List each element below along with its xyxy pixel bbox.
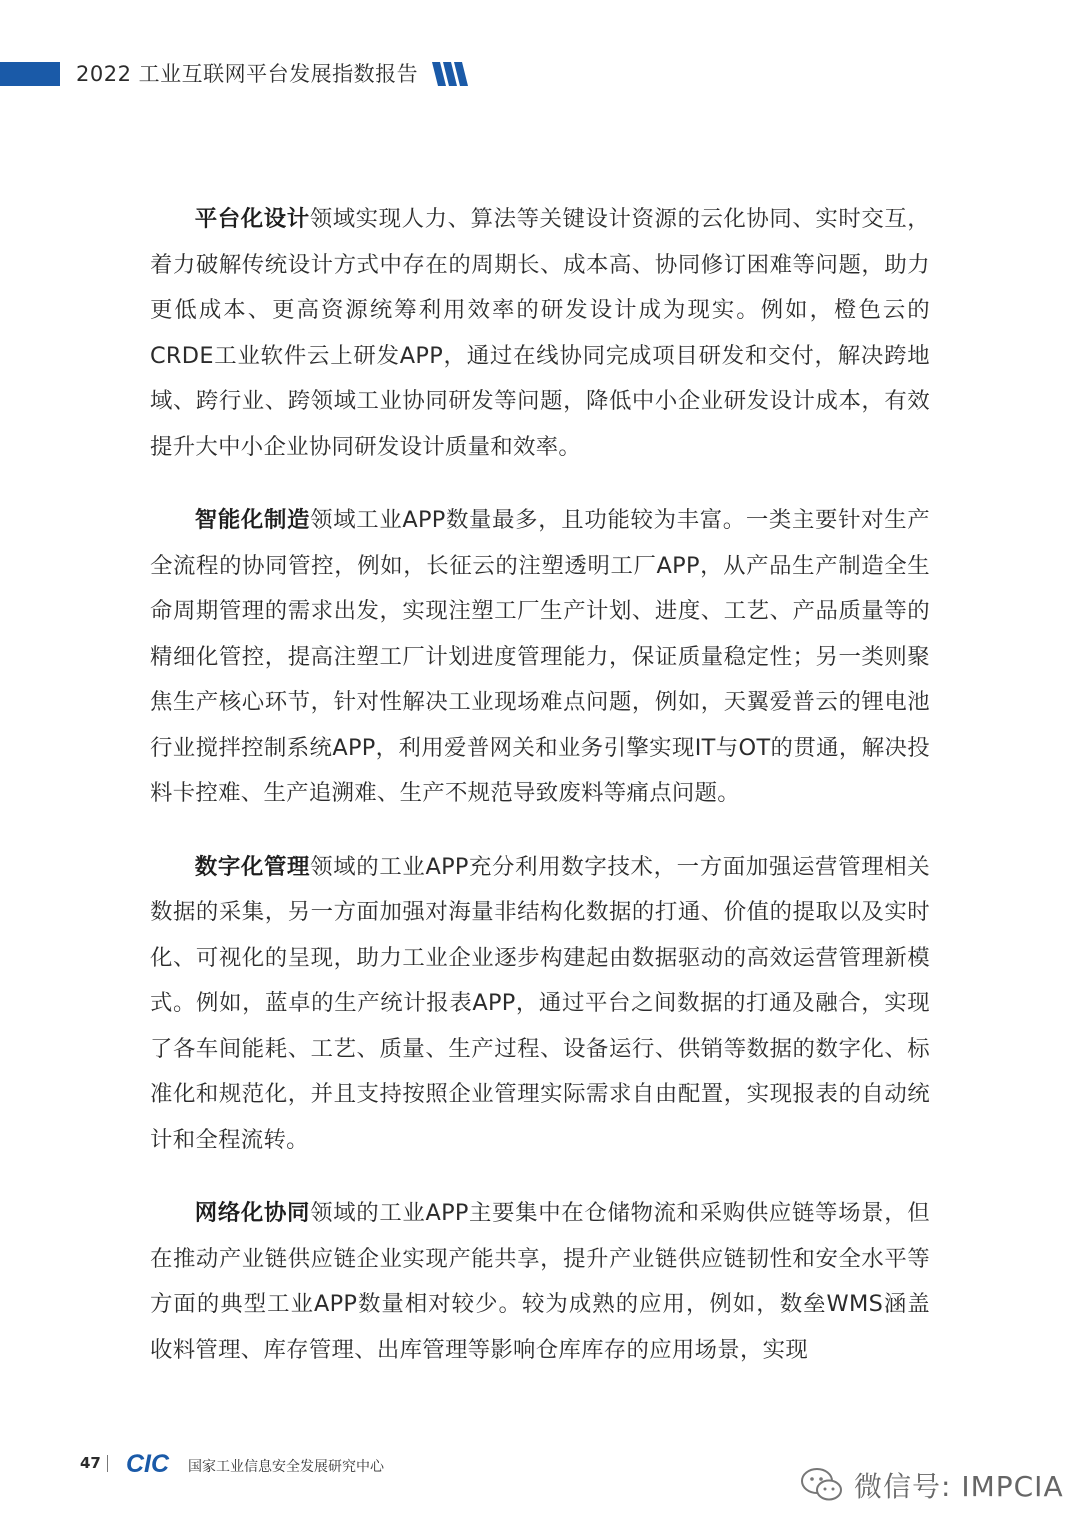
header-stripes-icon — [432, 62, 468, 86]
paragraph-keyword: 平台化设计 — [194, 206, 310, 232]
body-text — [150, 197, 930, 1373]
org-name: 国家工业信息安全发展研究中心 — [188, 1459, 384, 1475]
paragraph-keyword: 智能化制造 — [194, 507, 311, 533]
paragraph-text: 领域实现人力、算法等关键设计资源的云化协同、实时交互，着力破解传统设计方式中存在的周期长、成本高、协同修订困难等问题，助力更低成本、更高资源统筹利用效率的研发设计成为现实。例如，橙色云的CRDE工业软件云上研发APP，通过在线协同完成项目研发和交付，解决跨地域、跨行业、跨领域工业协同研发等问题，降低中小企业研发设计成本，有效提升大中小企业协同研发设计质量和效率。 — [150, 206, 930, 460]
watermark-text: 微信号: IMPCIA — [854, 1470, 1064, 1503]
paragraph-network-collaboration — [150, 1191, 930, 1373]
paragraph-digital-management — [150, 845, 930, 1164]
header-accent-bar — [0, 62, 60, 86]
footer-divider — [107, 1455, 108, 1472]
paragraph-smart-manufacturing — [150, 498, 930, 817]
wechat-icon — [800, 1466, 844, 1504]
paragraph-keyword: 网络化协同 — [194, 1200, 311, 1226]
header-title: 2022 工业互联网平台发展指数报告 — [76, 62, 419, 86]
cic-logo-icon — [126, 1450, 182, 1476]
cic-logo-text: CIC — [126, 1450, 170, 1476]
paragraph-platform-design — [150, 197, 930, 470]
paragraph-text: 领域的工业APP充分利用数字技术，一方面加强运营管理相关数据的采集，另一方面加强对海量非结构化数据的打通、价值的提取以及实时化、可视化的呈现，助力工业企业逐步构建起由数据驱动的高效运营管理新模式。例如，蓝卓的生产统计报表APP，通过平台之间数据的打通及融合，实现了各车间能耗、工艺、质量、生产过程、设备运行、供销等数据的数字化、标准化和规范化，并且支持按照企业管理实际需求自由配置，实现报表的自动统计和全程流转。 — [150, 853, 930, 1153]
paragraph-text: 领域的工业APP主要集中在仓储物流和采购供应链等场景，但在推动产业链供应链企业实现产能共享，提升产业链供应链韧性和安全水平等方面的典型工业APP数量相对较少。较为成熟的应用，例如，数垒WMS涵盖收料管理、库存管理、出库管理等影响仓库库存的应用场景，实现 — [150, 1200, 930, 1363]
paragraph-text: 领域工业APP数量最多，且功能较为丰富。一类主要针对生产全流程的协同管控，例如，长征云的注塑透明工厂APP，从产品生产制造全生命周期管理的需求出发，实现注塑工厂生产计划、进度、工艺、产品质量等的精细化管控，提高注塑工厂计划进度管理能力，保证质量稳定性；另一类则聚焦生产核心环节，针对性解决工业现场难点问题，例如，天翼爱普云的锂电池行业搅拌控制系统APP，利用爱普网关和业务引擎实现IT与OT的贯通，解决投料卡控难、生产追溯难、生产不规范导致废料等痛点问题。 — [150, 507, 930, 806]
paragraph-keyword: 数字化管理 — [194, 853, 311, 880]
wechat-watermark — [800, 1462, 1064, 1508]
page-number: 47 — [80, 1454, 101, 1472]
